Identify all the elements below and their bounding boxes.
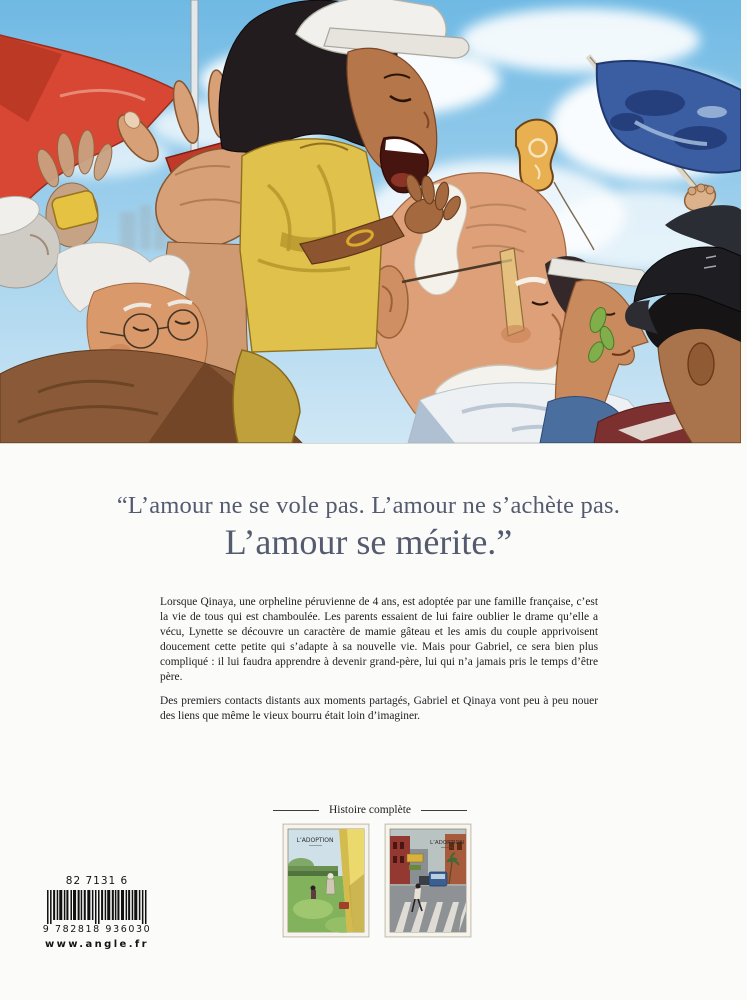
- collection-header: [0, 804, 740, 816]
- right-rule: [421, 810, 467, 811]
- quote-line-2: L’amour se mérite.”: [224, 522, 513, 562]
- album-1-cover-garden-scene: [283, 824, 369, 937]
- synopsis: [160, 595, 598, 724]
- back-cover-quote: [0, 492, 737, 562]
- album-thumbnail-2: [385, 824, 471, 937]
- collection-label: Histoire complète: [328, 804, 412, 816]
- publisher-website: www.angle.fr: [45, 939, 149, 950]
- synopsis-paragraph-1: Lorsque Qinaya, une orpheline péruvienne de 4 ans, est adoptée par une famille française, c’est la vie de tous qui est chamboulée. Les parents essaient de lui faire oublier le drame qu’elle a vécu, Lynette se découvre un caractère de mamie gâteau et les amis du couple apprivoisent doucement cette petite qui s’adapte à sa nouvelle vie. Mais pour Gabriel, ce sera bien plus compliqué : il lui faudra apprendre à devenir grand-père, lui qui n’a jamais pris le temps d’être père.: [160, 596, 598, 683]
- print-code: 82 7131 6: [65, 875, 129, 887]
- cover-illustration: [0, 0, 741, 444]
- ean-barcode: [47, 890, 147, 924]
- ean-number: 9 782818 936030: [42, 924, 152, 935]
- quote-line-1: “L’amour ne se vole pas. L’amour ne s’achète pas.: [116, 492, 621, 519]
- crowd-scene-artwork: [0, 0, 741, 443]
- album-thumbnail-1: [283, 824, 369, 937]
- left-rule: [273, 810, 319, 811]
- album-thumbnails: [283, 824, 471, 937]
- imprint-block: [38, 875, 156, 950]
- synopsis-paragraph-2: Des premiers contacts distants aux moments partagés, Gabriel et Qinaya vont peu à peu nouer des liens que même le vieux bourru était loin d’imaginer.: [160, 695, 598, 722]
- album-2-title: L’ADOPTION: [430, 840, 464, 846]
- album-2-cover-street-scene: [385, 824, 471, 937]
- barcode-bars: [47, 890, 147, 924]
- album-1-title: L’ADOPTION: [296, 837, 334, 844]
